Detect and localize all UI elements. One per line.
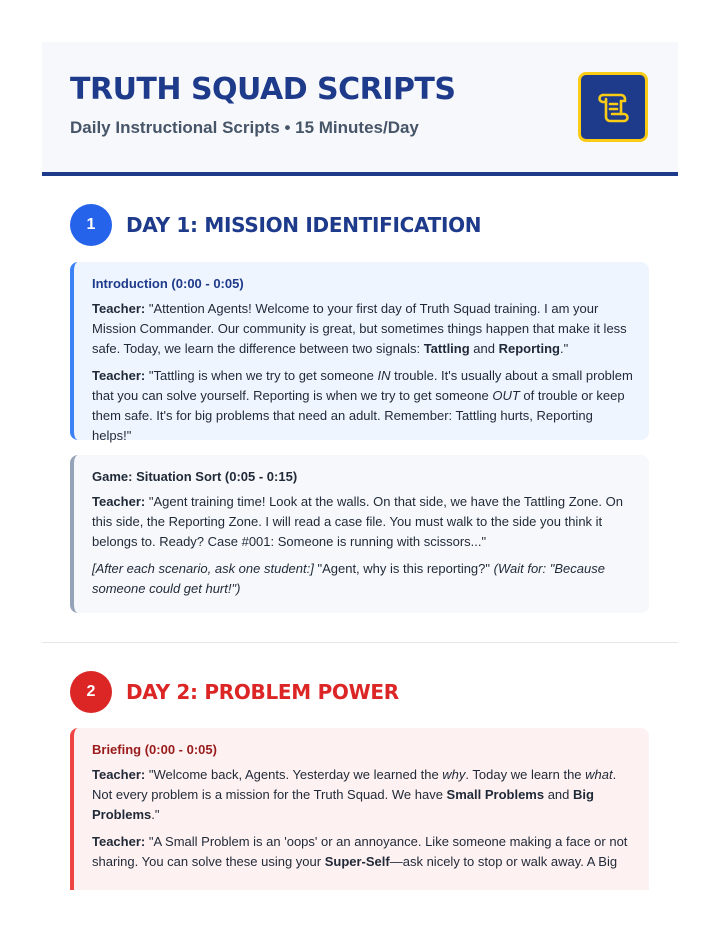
- script-paragraph: Teacher: "Welcome back, Agents. Yesterday we learned the why. Today we learn the what. Not every problem is a mission for the Truth Squad. We have Small Problems and Big Problems.": [92, 767, 617, 822]
- script-paragraph: Teacher: "A Small Problem is an 'oops' or an annoyance. Like someone making a face or not sharing. You can solve these using your Super-Self—ask nicely to stop or walk away. A Big: [92, 834, 628, 869]
- page-title: TRUTH SQUAD SCRIPTS: [70, 72, 456, 107]
- day2-heading: [70, 671, 399, 713]
- scroll-icon: [594, 88, 632, 126]
- card-title: Briefing (0:00 - 0:05): [92, 742, 217, 757]
- day2-number-badge: 2: [70, 671, 112, 713]
- script-paragraph: Teacher: "Tattling is when we try to get someone IN trouble. It's usually about a small problem that you can solve yourself. Reporting is when we try to get someone OUT of trouble or keep them safe. It's for big problems that need an adult. Remember: Tattling hurts, Reporting helps!": [92, 368, 633, 443]
- page-header: [42, 42, 678, 176]
- card-title: Introduction (0:00 - 0:05): [92, 276, 244, 291]
- day1-game-card: [70, 455, 649, 613]
- card-title: Game: Situation Sort (0:05 - 0:15): [92, 469, 298, 484]
- day2-title: DAY 2: PROBLEM POWER: [126, 680, 399, 704]
- script-paragraph: [After each scenario, ask one student:] "Agent, why is this reporting?" (Wait for: "Because someone could get hurt!"): [92, 561, 605, 596]
- day1-intro-card: [70, 262, 649, 443]
- script-paragraph: Teacher: "Attention Agents! Welcome to your first day of Truth Squad training. I am your Mission Commander. Our community is great, but sometimes things happen that make it less safe. Today, we learn the difference between two signals: Tattling and Reporting.": [92, 301, 627, 356]
- script-paragraph: Teacher: "Agent training time! Look at the walls. On that side, we have the Tattling Zone. On this side, the Reporting Zone. I will read a case file. You must walk to the side you think it belongs to. Ready? Case #001: Someone is running with scissors...": [92, 494, 623, 549]
- scroll-logo: [578, 72, 648, 142]
- day1-title: DAY 1: MISSION IDENTIFICATION: [126, 213, 482, 237]
- page-subtitle: Daily Instructional Scripts • 15 Minutes/Day: [70, 118, 419, 137]
- section-divider: [42, 642, 678, 643]
- day1-heading: [70, 204, 481, 246]
- day1-number-badge: 1: [70, 204, 112, 246]
- day2-briefing-card: [70, 728, 649, 890]
